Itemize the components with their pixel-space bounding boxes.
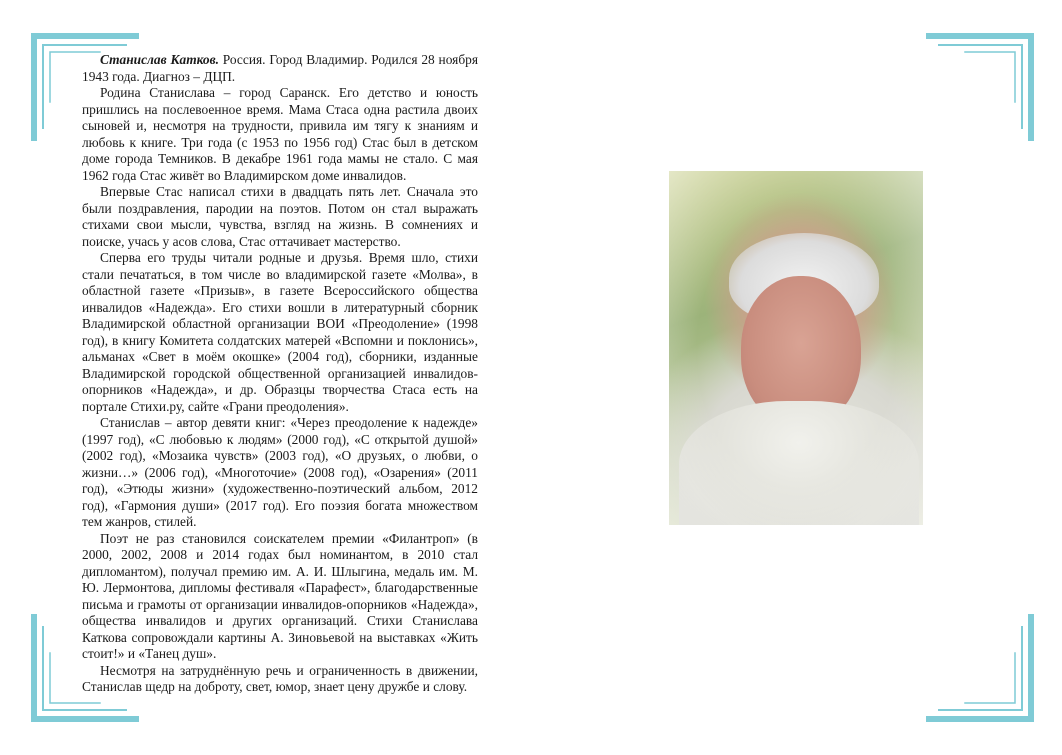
bio-paragraph: Поэт не раз становился соискателем премии «Филантроп» (в 2000, 2002, 2008 и 2014 годах был номинантом, в 2010 стал дипломантом), получал премию им. А. И. Шлыгина, медаль им. М. Ю. Лермонтова, дипломы фестиваля «Парафест», благодарственные письма и грамоты от организации инвалидов-опорников «Надежда», общества инвалидов и других организаций. Стихи Станислава Каткова сопровождали картины А. Зиновьевой на выставках «Жить стоит!» и «Танец душ». bbox=[82, 530, 478, 661]
bio-paragraph: Родина Станислава – город Саранск. Его детство и юность пришлись на послевоенное время. Мама Стаса одна растила двоих сыновей и, несмотря на трудности, привила им тягу к знаниям и любовь к книге. Три года (с 1953 по 1956 год) Стас был в детском доме города Темников. В декабре 1961 года мамы не стало. С мая 1962 года Стас живёт во Владимирском доме инвалидов. bbox=[82, 85, 478, 183]
bio-intro: Россия. Город Владимир. Родился 28 ноября 1943 года. Диагноз – ДЦП. bbox=[82, 52, 478, 84]
bio-paragraph: Несмотря на затруднённую речь и ограниченность в движении, Станислав щедр на доброту, свет, юмор, знает цену дружбе и слову. bbox=[82, 662, 478, 694]
right-page bbox=[531, 0, 1062, 755]
bio-paragraph: Впервые Стас написал стихи в двадцать пять лет. Сначала это были поздравления, пародии на поэтов. Потом он стал выражать стихами свои мысли, чувства, взгляд на жизнь. В сомнениях и поиске, учась у асов слова, Стас оттачивает мастерство. bbox=[82, 184, 478, 249]
corner-ornament-top-right bbox=[925, 32, 1035, 142]
bio-intro-paragraph bbox=[82, 52, 478, 85]
author-name: Станислав Катков. bbox=[100, 52, 219, 67]
bio-paragraph: Станислав – автор девяти книг: «Через преодоление к надежде» (1997 год), «С любовью к людям» (2000 год), «С открытой душой» (2002 год), «Мозаика чувств» (2003 год), «О друзьях, о любви, о жизни…» (2006 год), «Многоточие» (2008 год), «Озарения» (2011 год), «Этюды жизни» (художественно-поэтический альбом, 2012 год), «Гармония души» (2017 год). Его поэзия богата множеством тем жанров, стилей. bbox=[82, 415, 478, 529]
corner-ornament-bottom-right bbox=[925, 613, 1035, 723]
bio-paragraph: Сперва его труды читали родные и друзья. Время шло, стихи стали печататься, в том числе во владимирской газете «Молва», в областной газете «Призыв», в газете Всероссийского общества инвалидов «Надежда». Его стихи вошли в литературный сборник Владимирской областной организации ВОИ «Преодоление» (1998 год), в книгу Комитета солдатских матерей «Вспомни и поклонись», альманах «Свет в моём окошке» (2004 год), сборники, изданные Владимирской городской общественной организацией инвалидов-опорников «Надежда», и др. Образцы творчества Стаса есть на портале Стихи.ру, сайте «Грани преодоления». bbox=[82, 250, 478, 414]
portrait-vignette bbox=[669, 171, 923, 525]
author-portrait-photo bbox=[669, 171, 923, 525]
biography-text bbox=[82, 52, 478, 696]
